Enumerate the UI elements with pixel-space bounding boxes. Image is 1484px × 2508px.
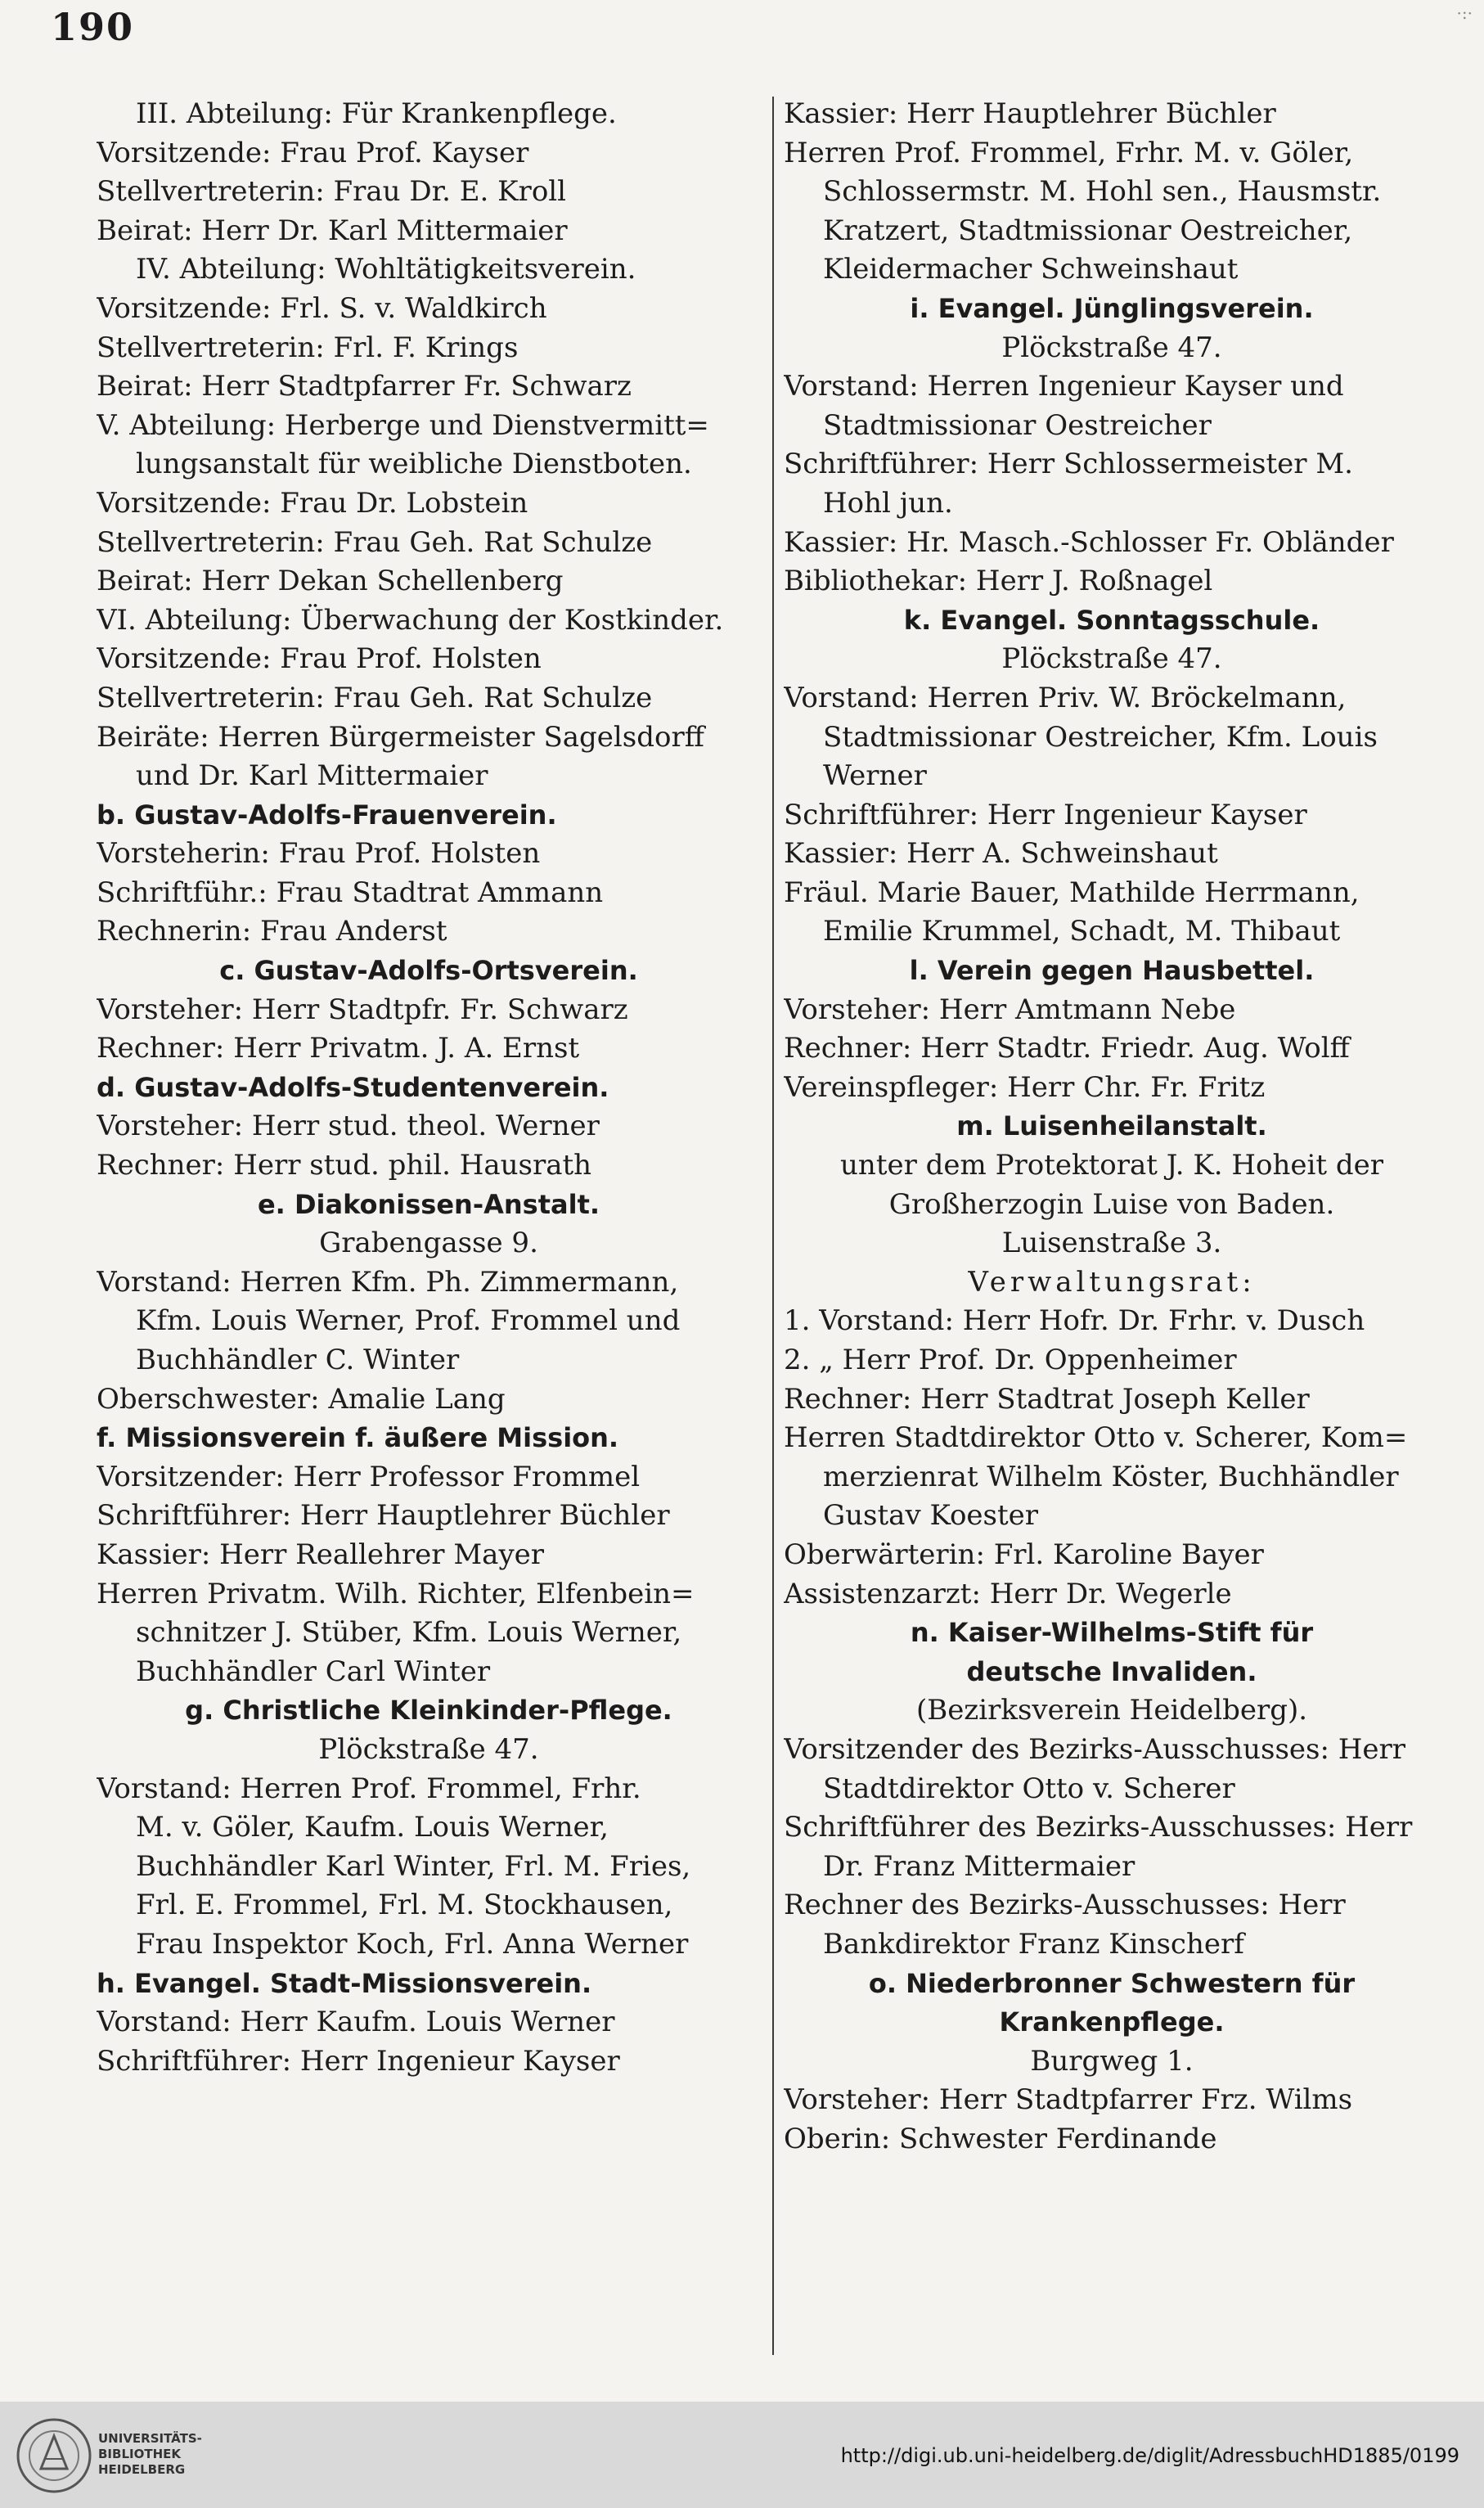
- section-heading: i. Evangel. Jünglingsverein.: [910, 292, 1314, 324]
- section-heading: h. Evangel. Stadt-Missionsverein.: [97, 1967, 592, 1999]
- entry-line: Schriftführ.: Frau Stadtrat Ammann: [97, 876, 604, 909]
- entry-line: Rechner: Herr Privatm. J. A. Ernst: [97, 1032, 580, 1065]
- entry-line: Kfm. Louis Werner, Prof. Frommel und: [136, 1304, 681, 1338]
- entry-line: III. Abteilung: Für Krankenpflege.: [136, 97, 617, 130]
- entry-line: Emilie Krummel, Schadt, M. Thibaut: [823, 915, 1341, 948]
- entry-line: Frl. E. Frommel, Frl. M. Stockhausen,: [136, 1889, 673, 1922]
- entry-line: Gustav Koester: [823, 1499, 1039, 1533]
- section-heading: d. Gustav-Adolfs-Studentenverein.: [97, 1071, 609, 1103]
- entry-line: Herren Stadtdirektor Otto v. Scherer, Kom=: [784, 1421, 1408, 1455]
- entry-line: Stellvertreterin: Frau Geh. Rat Schulze: [97, 681, 653, 714]
- entry-line: Buchhändler Carl Winter: [136, 1655, 491, 1688]
- entry-line: Plöckstraße 47.: [1001, 642, 1222, 676]
- entry-line: Schriftführer: Herr Schlossermeister M.: [784, 448, 1353, 481]
- entry-line: unter dem Protektorat J. K. Hoheit der: [840, 1149, 1383, 1182]
- entry-line: Stadtdirektor Otto v. Scherer: [823, 1772, 1235, 1805]
- entry-line: Vorsteher: Herr Stadtpfr. Fr. Schwarz: [97, 993, 628, 1026]
- entry-line: Kratzert, Stadtmissionar Oestreicher,: [823, 214, 1353, 247]
- entry-line: Rechner des Bezirks-Ausschusses: Herr: [784, 1889, 1346, 1922]
- footer-bar: [0, 2402, 1484, 2508]
- entry-line: Burgweg 1.: [1030, 2044, 1194, 2078]
- entry-line: Rechner: Herr Stadtr. Friedr. Aug. Wolff: [784, 1032, 1350, 1065]
- entry-line: Schriftführer: Herr Ingenieur Kayser: [784, 798, 1307, 831]
- entry-line: Vorsitzende: Frau Prof. Kayser: [97, 136, 529, 169]
- entry-line: Vorstand: Herr Kaufm. Louis Werner: [97, 2006, 615, 2039]
- entry-line: Vorsteher: Herr Stadtpfarrer Frz. Wilms: [784, 2083, 1353, 2117]
- section-heading: m. Luisenheilanstalt.: [956, 1110, 1267, 1142]
- entry-line: Kassier: Herr Hauptlehrer Büchler: [784, 97, 1276, 130]
- entry-line: Kassier: Hr. Masch.-Schlosser Fr. Obländer: [784, 525, 1394, 559]
- section-heading: k. Evangel. Sonntagsschule.: [903, 604, 1320, 636]
- entry-line: Rechner: Herr stud. phil. Hausrath: [97, 1149, 592, 1182]
- entry-line: V. Abteilung: Herberge und Dienstvermitt=: [97, 408, 709, 442]
- column-divider: [772, 97, 774, 2355]
- entry-line: Vorsitzende: Frau Prof. Holsten: [97, 642, 542, 676]
- entry-line: Beirat: Herr Dekan Schellenberg: [97, 565, 564, 598]
- entry-line: Herren Prof. Frommel, Frhr. M. v. Göler,: [784, 136, 1354, 169]
- entry-line: Kleidermacher Schweinshaut: [823, 253, 1239, 286]
- entry-line: Vorsteher: Herr stud. theol. Werner: [97, 1110, 600, 1143]
- entry-line: Stadtmissionar Oestreicher, Kfm. Louis: [823, 720, 1378, 754]
- entry-line: Bibliothekar: Herr J. Roßnagel: [784, 565, 1213, 598]
- entry-line: Buchhändler Karl Winter, Frl. M. Fries,: [136, 1849, 691, 1883]
- entry-line: Rechnerin: Frau Anderst: [97, 915, 447, 948]
- entry-line: Frau Inspektor Koch, Frl. Anna Werner: [136, 1927, 689, 1961]
- library-seal-icon: [11, 2411, 101, 2500]
- entry-line: Beirat: Herr Dr. Karl Mittermaier: [97, 214, 568, 247]
- entry-line: Vorsitzende: Frl. S. v. Waldkirch: [97, 291, 547, 325]
- entry-line: Vorsitzender: Herr Professor Frommel: [97, 1460, 641, 1493]
- entry-line: Oberin: Schwester Ferdinande: [784, 2122, 1217, 2155]
- entry-line: Buchhändler C. Winter: [136, 1344, 460, 1376]
- entry-line: Stellvertreterin: Frl. F. Krings: [97, 331, 519, 364]
- entry-line: Schlossermstr. M. Hohl sen., Hausmstr.: [823, 175, 1382, 209]
- entry-line: Schriftführer: Herr Hauptlehrer Büchler: [97, 1499, 670, 1533]
- entry-line: Vorsitzende: Frau Dr. Lobstein: [97, 486, 528, 520]
- entry-line: Kassier: Herr Reallehrer Mayer: [97, 1538, 545, 1571]
- entry-line: merzienrat Wilhelm Köster, Buchhändler: [823, 1460, 1399, 1493]
- entry-line: VI. Abteilung: Überwachung der Kostkinder.: [97, 603, 724, 637]
- entry-line: Verwaltungsrat:: [968, 1265, 1256, 1299]
- entry-line: Assistenzarzt: Herr Dr. Wegerle: [784, 1577, 1232, 1610]
- entry-line: Fräul. Marie Bauer, Mathilde Herrmann,: [784, 876, 1360, 909]
- entry-line: Stadtmissionar Oestreicher: [823, 408, 1212, 442]
- section-heading: f. Missionsverein f. äußere Mission.: [97, 1422, 619, 1454]
- entry-line: Großherzogin Luise von Baden.: [888, 1187, 1335, 1221]
- entry-line: 1. Vorstand: Herr Hofr. Dr. Frhr. v. Dusch: [784, 1304, 1365, 1338]
- entry-line: Vorstand: Herren Ingenieur Kayser und: [784, 370, 1344, 403]
- entry-line: M. v. Göler, Kaufm. Louis Werner,: [136, 1811, 609, 1844]
- entry-line: und Dr. Karl Mittermaier: [136, 759, 488, 793]
- section-heading: b. Gustav-Adolfs-Frauenverein.: [97, 799, 557, 831]
- entry-line: Stellvertreterin: Frau Geh. Rat Schulze: [97, 525, 653, 559]
- entry-line: Kassier: Herr A. Schweinshaut: [784, 837, 1218, 871]
- section-heading: l. Verein gegen Hausbettel.: [909, 955, 1315, 987]
- section-heading: o. Niederbronner Schwestern für: [868, 1967, 1356, 1999]
- entry-line: lungsanstalt für weibliche Dienstboten.: [136, 448, 692, 481]
- entry-line: Hohl jun.: [823, 486, 953, 520]
- entry-line: (Bezirksverein Heidelberg).: [915, 1694, 1308, 1727]
- right-column: [784, 95, 1440, 2386]
- entry-line: Plöckstraße 47.: [318, 1732, 539, 1766]
- entry-line: Vorstand: Herren Prof. Frommel, Frhr.: [97, 1772, 641, 1805]
- source-url[interactable]: http://digi.ub.uni-heidelberg.de/diglit/AdressbuchHD1885/0199: [840, 2444, 1459, 2467]
- entry-line: Beirat: Herr Stadtpfarrer Fr. Schwarz: [97, 370, 632, 403]
- entry-line: Vorsitzender des Bezirks-Ausschusses: Herr: [784, 1732, 1406, 1766]
- left-column: [97, 95, 761, 2386]
- entry-line: Luisenstraße 3.: [1001, 1227, 1222, 1260]
- entry-line: IV. Abteilung: Wohltätigkeitsverein.: [136, 253, 636, 286]
- entry-line: Grabengasse 9.: [319, 1227, 538, 1260]
- entry-line: Vorsteher: Herr Amtmann Nebe: [784, 993, 1236, 1026]
- logo-line: BIBLIOTHEK: [98, 2447, 181, 2461]
- entry-line: schnitzer J. Stüber, Kfm. Louis Werner,: [136, 1616, 682, 1650]
- entry-line: Vereinspfleger: Herr Chr. Fr. Fritz: [784, 1070, 1266, 1104]
- entry-line: Rechner: Herr Stadtrat Joseph Keller: [784, 1382, 1310, 1416]
- logo-text: [98, 2431, 202, 2478]
- entry-line: Vorsteherin: Frau Prof. Holsten: [97, 837, 541, 871]
- section-heading: g. Christliche Kleinkinder-Pflege.: [185, 1695, 672, 1727]
- logo-line: HEIDELBERG: [98, 2462, 186, 2477]
- section-heading: Krankenpflege.: [999, 2006, 1225, 2038]
- entry-line: Oberwärterin: Frl. Karoline Bayer: [784, 1538, 1264, 1571]
- entry-line: Stellvertreterin: Frau Dr. E. Kroll: [97, 175, 567, 209]
- entry-line: Schriftführer des Bezirks-Ausschusses: Herr: [784, 1811, 1413, 1844]
- section-heading: deutsche Invaliden.: [966, 1655, 1257, 1687]
- entry-line: Dr. Franz Mittermaier: [823, 1849, 1135, 1883]
- entry-line: Herren Privatm. Wilh. Richter, Elfenbein=: [97, 1577, 695, 1610]
- entry-line: Plöckstraße 47.: [1001, 331, 1222, 364]
- logo-line: UNIVERSITÄTS-: [98, 2431, 202, 2446]
- entry-line: Beiräte: Herren Bürgermeister Sagelsdorff: [97, 720, 704, 754]
- entry-line: Oberschwester: Amalie Lang: [97, 1382, 506, 1416]
- page-number: 190: [51, 5, 135, 49]
- entry-line: Schriftführer: Herr Ingenieur Kayser: [97, 2044, 620, 2078]
- corner-mark: ·:·: [1456, 3, 1473, 23]
- section-heading: c. Gustav-Adolfs-Ortsverein.: [219, 955, 638, 987]
- section-heading: e. Diakonissen-Anstalt.: [257, 1188, 600, 1220]
- section-heading: n. Kaiser-Wilhelms-Stift für: [910, 1617, 1314, 1649]
- entry-line: Vorstand: Herren Kfm. Ph. Zimmermann,: [97, 1265, 679, 1299]
- entry-line: Vorstand: Herren Priv. W. Bröckelmann,: [784, 681, 1347, 714]
- entry-line: Bankdirektor Franz Kinscherf: [823, 1927, 1244, 1961]
- entry-line: 2. „ Herr Prof. Dr. Oppenheimer: [784, 1344, 1237, 1376]
- entry-line: Werner: [823, 759, 927, 793]
